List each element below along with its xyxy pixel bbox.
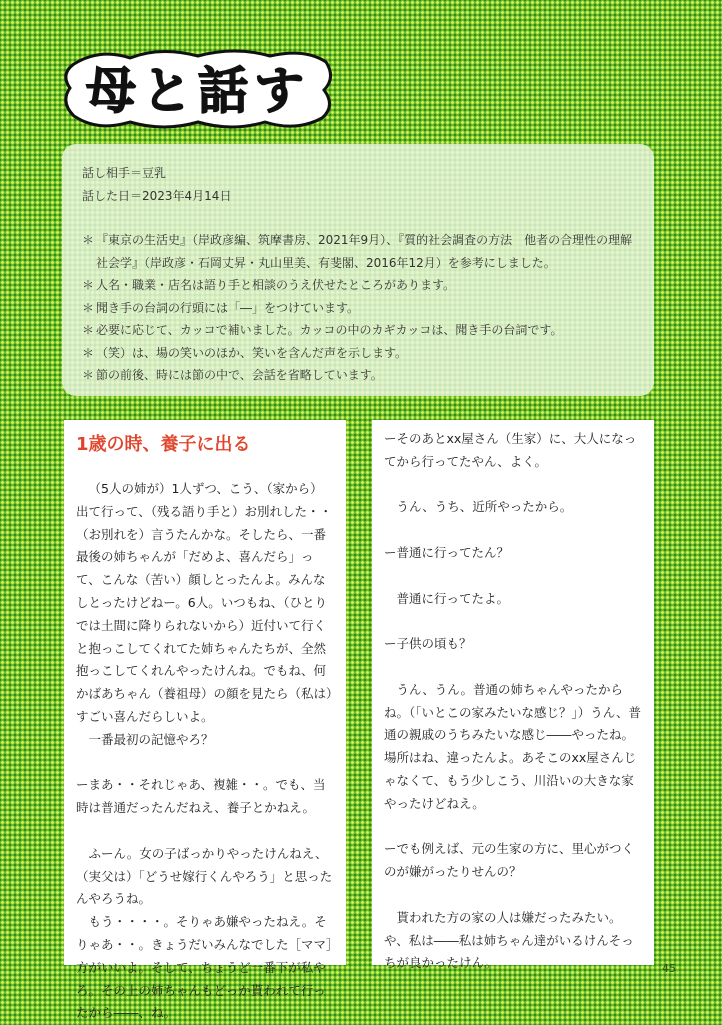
transcript-paragraph: 貰われた方の家の人は嫌だったみたい。や、私は――私は姉ちゃん達がいるけんそっちが良かったけん。 [384,909,634,971]
note-item [82,364,634,387]
transcript-paragraph: ふーん。女の子ばっかりやったけんねえ、（実父は）「どうせ嫁行くんやろう」と思ったんやろうね。 [76,845,333,907]
note-item [82,297,634,320]
left-column [64,420,346,1021]
note-item [82,342,634,365]
asterisk-icon: ＊ [82,345,95,360]
interviewer-line: ーでも例えば、元の生家の方に、里心がつくのが嫌がったりせんの？ [384,841,635,880]
transcript-paragraph: うん、うち、近所やったから。 [396,499,573,515]
transcript-paragraph: もう・・・・。そりゃあ嫌やったねえ。そりゃあ・・。きょうだいみんなでした［ママ］方がいいよ。そして、ちょうど一番下が私やろ。その上の姉ちゃんもどっか貰われて行ったから――、ね。 [76,914,333,1021]
asterisk-icon: ＊ [82,278,95,292]
title-badge [60,44,336,130]
notes-panel [62,144,654,396]
asterisk-icon: ＊ [82,300,95,315]
note-text: （笑）は、場の笑いのほか、笑いを含んだ声を示します。 [96,345,408,360]
page-number: 45 [662,962,676,975]
interview-partner: 話し相手＝豆乳 [82,166,167,180]
note-item [82,229,634,274]
section-heading: 1歳の時、養子に出る [76,434,251,455]
note-text: 聞き手の台詞の行頭には「―」をつけています。 [96,300,360,315]
paragraph-gap [384,816,642,839]
page-title: 母と話す [86,62,310,120]
notes-gap [82,207,634,229]
paragraph-gap [384,474,642,497]
transcript-paragraph: 普通に行ってたよ。 [396,590,510,606]
interview-date: 話した日＝2023年4月14日 [82,188,232,203]
note-text: 人名・職業・店名は語り手と相談のうえ伏せたところがあります。 [96,278,456,292]
paragraph-gap [384,565,642,588]
asterisk-icon: ＊ [82,368,95,382]
right-column [372,420,654,971]
interviewer-line: ー子供の頃も？ [384,636,472,652]
paragraph-gap [384,884,642,907]
transcript-paragraph: （5人の姉が）1人ずつ、こう、（家から）出て行って、（残る語り手と）お別れした・・（お別れを）言うたんかな。そしたら、一番最後の姉ちゃんが「だめよ、喜んだら」って、こんな（苦い）顔しとったんよ。みんなしとったけどねー。6人。いつもね、（ひとりでは土間に降りられないから）近付いて行くと抱っこしてくれてた姉ちゃんたちが、全然抱っこしてくれんやったけんね。でもね、何かばあちゃん（養祖母）の顔を見たら（私は）すごい喜んだらしいよ。 [76,481,333,724]
asterisk-icon: ＊ [82,233,95,247]
interviewer-line: ーそのあとxx屋さん（生家）に、大人になってから行ってたやん、よく。 [384,431,637,469]
asterisk-icon: ＊ [82,323,95,337]
paragraph-gap [384,519,642,542]
transcript-paragraph: 一番最初の記憶やろ？ [88,731,214,747]
interviewer-line: ーまあ・・それじゃあ、複雑・・。でも、当時は普通だったんだねえ、養子とかねえ。 [76,777,326,816]
note-item [82,274,634,297]
paragraph-gap [384,656,642,679]
note-item [82,319,634,342]
transcript-paragraph: うん、うん。普通の姉ちゃんやったからね。（「いとこの家みたいな感じ？」）うん、普通の親戚のうちみたいな感じ――やったね。場所はね、違ったんよ。あそこのxx屋さんじゃなくて、もう少しこう、川沿いの大きな家やったけどねえ。 [384,681,642,811]
paragraph-gap [384,610,642,633]
note-text: 必要に応じて、カッコで補いました。カッコの中のカギカッコは、聞き手の台詞です。 [96,323,563,337]
paragraph-gap [76,820,334,843]
note-text: 節の前後、時には節の中で、会話を省略しています。 [96,368,383,382]
interviewer-line: ー普通に行ってたん？ [384,544,510,560]
paragraph-gap [76,752,334,775]
note-text: 『東京の生活史』（岸政彦編、筑摩書房、2021年9月）、『質的社会調査の方法 他者の合理性の理解社会学』（岸政彦・石岡丈昇・丸山里美、有斐閣、2016年12月）を参考にしました。 [96,233,633,270]
